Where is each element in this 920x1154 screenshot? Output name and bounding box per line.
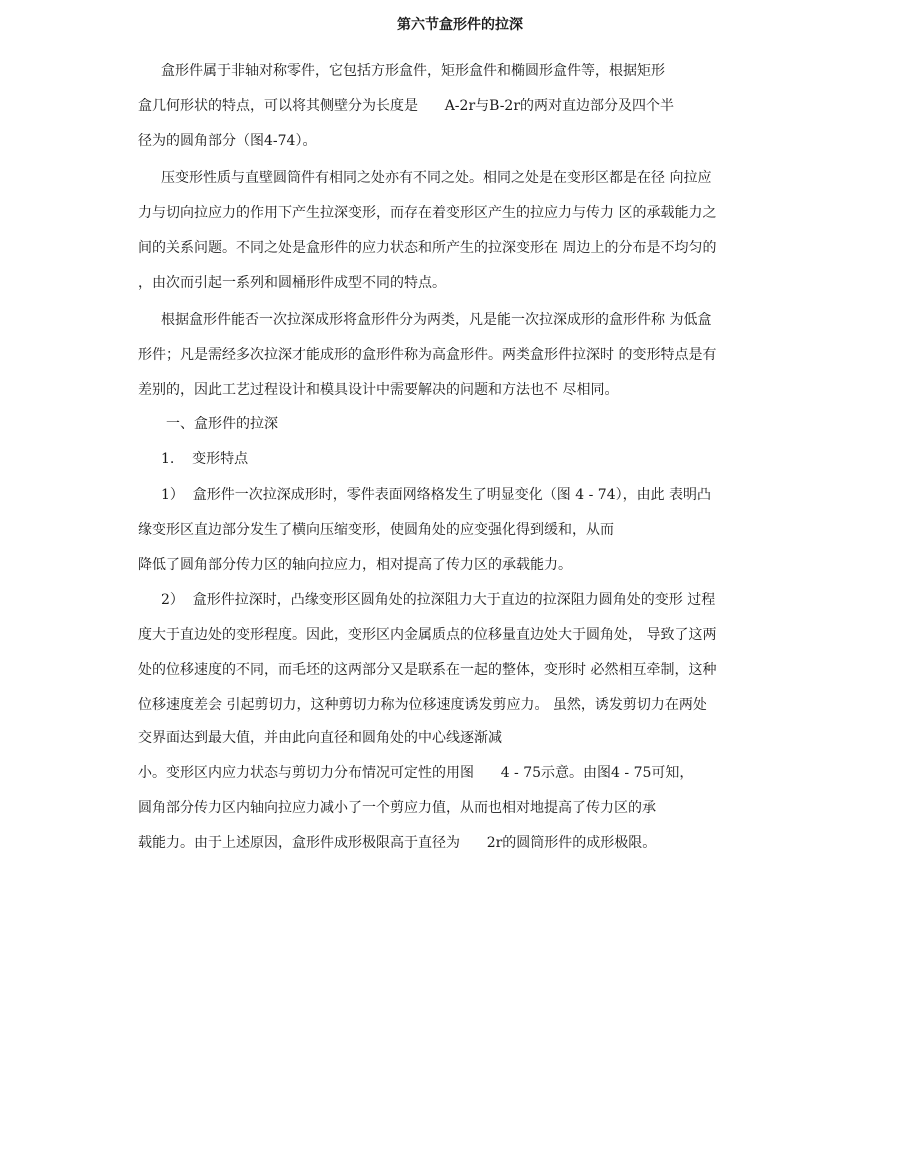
text-line: 2） 盒形件拉深时，凸缘变形区圆角处的拉深阻力大于直边的拉深阻力圆角处的变形 过程 (161, 592, 716, 608)
text-line: 压变形性质与直壁圆筒件有相同之处亦有不同之处。相同之处是在变形区都是在径 向拉应 (161, 170, 712, 186)
text-line: 圆角部分传力区内轴向拉应力减小了一个剪应力值，从而也相对地提高了传力区的承 (138, 800, 656, 816)
text-line: 交界面达到最大值，并由此向直径和圆角处的中心线逐渐减 (138, 730, 502, 746)
text-line: 一、盒形件的拉深 (166, 416, 278, 432)
text-line: 处的位移速度的不同，而毛坯的这两部分又是联系在一起的整体，变形时 必然相互牵制，这种 (138, 662, 717, 678)
text-line: 根据盒形件能否一次拉深成形将盒形件分为两类，凡是能一次拉深成形的盒形件称 为低盒 (161, 312, 712, 328)
text-line: 降低了圆角部分传力区的轴向拉应力，相对提高了传力区的承载能力。 (138, 557, 572, 573)
text-line: 载能力。由于上述原因，盒形件成形极限高于直径为 2r的圆筒形件的成形极限。 (138, 835, 657, 851)
text-line: 小。变形区内应力状态与剪切力分布情况可定性的用图 4 - 75示意。由图4 - 75可知， (138, 765, 694, 781)
text-line: 形件；凡是需经多次拉深才能成形的盒形件称为高盒形件。两类盒形件拉深时 的变形特点是有 (138, 347, 717, 363)
section-title: 第六节盒形件的拉深 (397, 17, 523, 33)
text-line: 差别的，因此工艺过程设计和模具设计中需要解决的问题和方法也不 尽相同。 (138, 382, 619, 398)
text-line: 缘变形区直边部分发生了横向压缩变形，使圆角处的应变强化得到缓和，从而 (138, 522, 614, 538)
text-line: 盒形件属于非轴对称零件，它包括方形盒件，矩形盒件和椭圆形盒件等，根据矩形 (161, 63, 665, 79)
text-line: 1. 变形特点 (161, 451, 249, 467)
text-line: 度大于直边处的变形程度。因此，变形区内金属质点的位移量直边处大于圆角处， 导致了这两 (138, 627, 717, 643)
text-line: 间的关系问题。不同之处是盒形件的应力状态和所产生的拉深变形在 周边上的分布是不均匀的 (138, 240, 717, 256)
text-line: 径为的圆角部分（图4-74）。 (138, 133, 317, 149)
text-line: 力与切向拉应力的作用下产生拉深变形，而存在着变形区产生的拉应力与传力 区的承载能力之 (138, 205, 717, 221)
text-line: 盒几何形状的特点，可以将其侧壁分为长度是 A-2r与B-2r的两对直边部分及四个半 (138, 98, 675, 114)
text-line: ，由次而引起一系列和圆桶形件成型不同的特点。 (138, 275, 446, 291)
text-line: 1） 盒形件一次拉深成形时，零件表面网络格发生了明显变化（图 4 - 74），由此 表明凸 (161, 487, 712, 503)
text-line: 位移速度差会 引起剪切力，这种剪切力称为位移速度诱发剪应力。 虽然，诱发剪切力在两处 (138, 697, 707, 713)
